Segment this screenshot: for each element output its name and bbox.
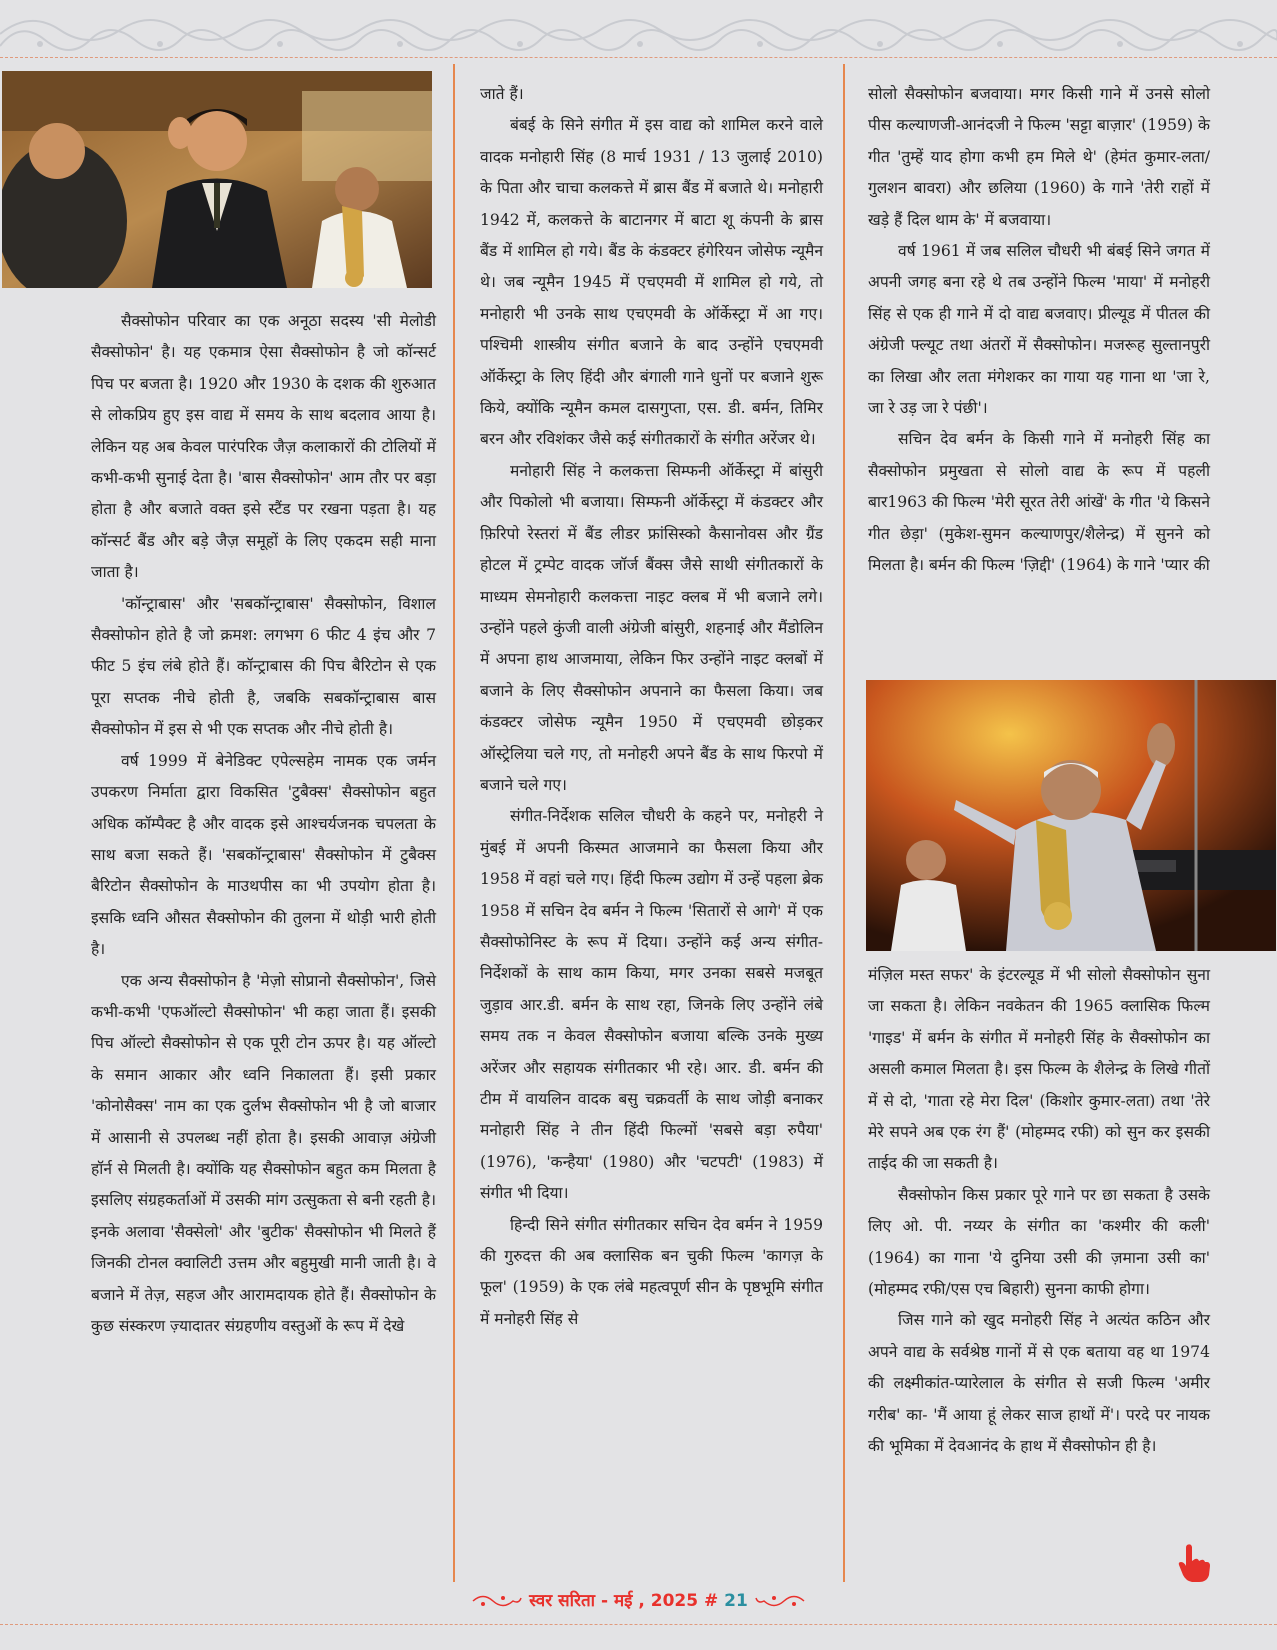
pointing-hand-icon xyxy=(1177,1543,1211,1583)
article-column-3-bottom xyxy=(868,960,1210,1463)
paragraph: सैक्सोफोन परिवार का एक अनूठा सदस्य 'सी मेलोडी सैक्सोफोन' है। यह एकमात्र ऐसा सैक्सोफोन है जो कॉन्सर्ट पिच पर बजता है। 1920 और 1930 के दशक की शुरुआत से लोकप्रिय हुए इस वाद्य में समय के साथ बदलाव आया है। लेकिन यह अब केवल पारंपरिक जैज़ कलाकारों की टोलियों में कभी-कभी सुनाई देता है। 'बास सैक्सोफोन' आम तौर पर बड़ा होता है और बजाते वक्त इसे स्टैंड पर रखना पड़ता है। यह कॉन्सर्ट बैंड और बड़े जैज़ समूहों के लिए एकदम सही माना जाता है। xyxy=(91,312,436,582)
paragraph: 'कॉन्ट्राबास' और 'सबकॉन्ट्राबास' सैक्सोफोन, विशाल सैक्सोफोन होते है जो क्रमश: लगभग 6 फीट 4 इंच और 7 फीट 5 इंच लंबे होते हैं। कॉन्ट्राबास की पिच बैरिटोन से एक पूरा सप्तक नीचे होती है, जबकि सबकॉन्ट्राबास बास सैक्सोफोन में इस से भी एक सप्तक और नीचे होती है। xyxy=(91,594,436,739)
floral-scroll-ornament-right xyxy=(754,1592,806,1610)
paragraph: वर्ष 1961 में जब सलिल चौधरी भी बंबई सिने जगत में अपनी जगह बना रहे थे तब उन्होंने फिल्म 'माया' में मनोहरी सिंह से एक ही गाने में दो वाद्य बजवाए। प्रील्यूड में पीतल की अंग्रेजी फ्ल्यूट तथा अंतरों में सैक्सोफोन। मजरूह सुल्तानपुरी का लिखा और लता मंगेशकर का गाया यह गाना था 'जा रे, जा रे उड़ जा रे पंछी'। xyxy=(868,242,1210,418)
paragraph: सचिन देव बर्मन के किसी गाने में मनोहरी सिंह का सैक्सोफोन प्रमुखता से सोलो वाद्य के रूप में पहली बार1963 की फिल्म 'मेरी सूरत तेरी आंखें' के गीत 'ये किसने गीत छेड़ा' (मुकेश-सुमन कल्याणपुर/शैलेन्द्र) में सुनने को मिलता है। बर्मन की फिल्म 'ज़िद्दी' (1964) के गाने 'प्यार की xyxy=(868,430,1210,575)
stage-performance-photo xyxy=(866,680,1276,951)
paragraph: एक अन्य सैक्सोफोन है 'मेज़ो सोप्रानो सैक्सोफोन', जिसे कभी-कभी 'एफऑल्टो सैक्सोफोन' भी कहा जाता हैं। इसकी पिच ऑल्टो सैक्सोफोन से एक पूरी टोन ऊपर है। यह ऑल्टो के समान आकार और ध्वनि निकालता हैं। इसी प्रकार 'कोनोसैक्स' नाम का एक दुर्लभ सैक्सोफोन भी है जो बाजार में आसानी से उपलब्ध नहीं होता है। इसकी आवाज़ अंग्रेजी हॉर्न से मिलती है। क्योंकि यह सैक्सोफोन बहुत कम मिलता है इसलिए संग्रहकर्ताओं में उसकी मांग उत्सुकता से बनी रहती है। इनके अलावा 'सैक्सेलो' और 'बुटीक' सैक्सोफोन भी मिलते हैं जिनकी टोनल क्वालिटी उत्तम और बहुमुखी मानी जाती है। वे बजाने में तेज़, सहज और आरामदायक होते हैं। सैक्सोफोन के कुछ संस्करण ज़्यादातर संग्रहणीय वस्तुओं के रूप में देखे xyxy=(91,971,436,1335)
paragraph: बंबई के सिने संगीत में इस वाद्य को शामिल करने वाले वादक मनोहारी सिंह (8 मार्च 1931 / 13 जुलाई 2010) के पिता और चाचा कलकत्ते में ब्रास बैंड में बजाते थे। मनोहारी 1942 में, कलकत्ते के बाटानगर में बाटा शू कंपनी के ब्रास बैंड में शामिल हो गये। बैंड के कंडक्टर हंगेरियन जोसेफ न्यूमैन थे। जब न्यूमैन 1945 में एचएमवी में शामिल हो गये, तो मनोहारी भी उनके साथ एचएमवी के ऑर्केस्ट्रा में आ गए। पश्चिमी शास्त्रीय संगीत बजाने के बाद उन्होंने एचएमवी ऑर्केस्ट्रा के लिए हिंदी और बंगाली गाने धुनों पर बजाने शुरू किये, क्योंकि न्यूमैन कमल दासगुप्ता, एस. डी. बर्मन, तिमिर बरन और रविशंकर जैसे कई संगीतकारों के संगीत अरेंजर थे। xyxy=(480,116,823,449)
issue-date: मई , 2025 # xyxy=(613,1591,725,1611)
column-divider xyxy=(843,64,845,1582)
magazine-title: स्वर सरिता xyxy=(529,1591,596,1611)
top-dashed-rule xyxy=(0,57,1277,58)
paragraph: वर्ष 1999 में बेनेडिक्ट एपेल्सहेम नामक एक जर्मन उपकरण निर्माता द्वारा विकसित 'टुबैक्स' सैक्सोफोन बहुत अधिक कॉम्पैक्ट है और वादक इसे आश्चर्यजनक चपलता के साथ बजा सकते हैं। 'सबकॉन्ट्राबास' सैक्सोफोन में टुबैक्स बैरिटोन सैक्सोफोन के माउथपीस का भी उपयोग होता है। इसकि ध्वनि औसत सैक्सोफोन की तुलना में थोड़ी भारी होती है। xyxy=(91,751,436,959)
paragraph-continued: मंज़िल मस्त सफर' के इंटरल्यूड में भी सोलो सैक्सोफोन सुना जा सकता है। लेकिन नवकेतन की 1965 क्लासिक फिल्म 'गाइड' में बर्मन के संगीत में मनोहरी सिंह के सैक्सोफोन का असली कमाल मिलता है। इस फिल्म के शैलेन्द्र के लिखे गीतों में से दो, 'गाता रहे मेरा दिल' (किशोर कुमार-लता) तथा 'तेरे मेरे सपने अब एक रंग हैं' (मोहम्मद रफी) को सुन कर इसकी ताईद की जा सकती है। xyxy=(868,966,1210,1173)
paragraph: सैक्सोफोन किस प्रकार पूरे गाने पर छा सकता है उसके लिए ओ. पी. नय्यर के संगीत का 'कश्मीर की कली' (1964) का गाना 'ये दुनिया उसी की ज़माना उसी का' (मोहम्मद रफी/एस एच बिहारी) सुनना काफी होगा। xyxy=(868,1185,1210,1299)
paragraph: जिस गाने को खुद मनोहरी सिंह ने अत्यंत कठिन और अपने वाद्य के सर्वश्रेष्ठ गानों में से एक बताया वह था 1974 की लक्ष्मीकांत-प्यारेलाल के संगीत से सजी फिल्म 'अमीर गरीब' का- 'मैं आया हूं लेकर साज हाथों में'। परदे पर नायक की भूमिका में देवआनंद के हाथ में सैक्सोफोन ही है। xyxy=(868,1311,1210,1456)
paragraph-continued: सोलो सैक्सोफोन बजवाया। मगर किसी गाने में उनसे सोलो पीस कल्याणजी-आनंदजी ने फिल्म 'सट्टा बाज़ार' (1959) के गीत 'तुम्हें याद होगा कभी हम मिले थे' (हेमंत कुमार-लता/गुलशन बावरा) और छलिया (1960) के गाने 'तेरी राहों में खड़े हैं दिल थाम के' में बजवाया। xyxy=(868,85,1210,229)
film-still-photo xyxy=(2,71,432,288)
floral-scroll-ornament-left xyxy=(471,1592,523,1610)
column-divider xyxy=(453,64,455,1582)
footer-separator: - xyxy=(595,1591,614,1611)
paragraph: संगीत-निर्देशक सलिल चौधरी के कहने पर, मनोहरी ने मुंबई में अपनी किस्मत आजमाने का फैसला किया और 1958 में वहां चले गए। हिंदी फिल्म उद्योग में उन्हें पहला ब्रेक 1958 में सचिन देव बर्मन ने फिल्म 'सितारों से आगे' में एक सैक्सोफोनिस्ट के रूप में दिया। उन्होंने कई अन्य संगीत-निर्देशकों के साथ काम किया, मगर उनका सबसे मजबूत जुड़ाव आर.डी. बर्मन के साथ रहा, जिनके लिए उन्होंने लंबे समय तक न केवल सैक्सोफोन बजाया बल्कि उनके मुख्य अरेंजर और सहायक संगीतकार भी रहे। आर. डी. बर्मन की टीम में वायलिन वादक बसु चक्रवर्ती के साथ जोड़ी बनाकर मनोहारी सिंह ने तीन हिंदी फिल्मों 'सबसे बड़ा रुपैया' (1976), 'कन्हैया' (1980) और 'चटपटी' (1983) में संगीत भी दिया। xyxy=(480,807,823,1203)
page-footer xyxy=(0,1588,1277,1618)
article-column-3-top xyxy=(868,79,1210,582)
top-floral-border xyxy=(0,0,1277,62)
paragraph: मनोहारी सिंह ने कलकत्ता सिम्फनी ऑर्केस्ट्रा में बांसुरी और पिकोलो भी बजाया। सिम्फनी ऑर्केस्ट्रा में कंडक्टर और फ़िरिपो रेस्तरां में बैंड लीडर फ्रांसिस्को कैसानोवस और ग्रैंड होटल में ट्रम्पेट वादक जॉर्ज बैंक्स जैसे साथी संगीतकारों के माध्यम सेमनोहारी कलकत्ता नाइट क्लब में भी बजाने लगे। उन्होंने पहले कुंजी वाली अंग्रेजी बांसुरी, शहनाई और मैंडोलिन में अपना हाथ आजमाया, लेकिन फिर उन्होंने नाइट क्लबों में बजाने के लिए सैक्सोफोन अपनाने का फैसला किया। जब कंडक्टर जोसेफ न्यूमैन 1950 में एचएमवी छोड़कर ऑस्ट्रेलिया चले गए, तो मनोहरी अपने बैंड के साथ फिरपो में बजाने चले गए। xyxy=(480,461,823,794)
paragraph: हिन्दी सिने संगीत संगीतकार सचिन देव बर्मन ने 1959 की गुरुदत्त की अब क्लासिक बन चुकी फिल्म 'कागज़ के फूल' (1959) के एक लंबे महत्वपूर्ण सीन के पृष्ठभूमि संगीत में मनोहरी सिंह से xyxy=(480,1215,823,1328)
footer-dashed-rule xyxy=(0,1624,1277,1625)
page-number: 21 xyxy=(724,1591,748,1611)
article-column-2 xyxy=(480,79,823,1335)
article-column-1 xyxy=(91,306,436,1342)
paragraph-continued: जाते हैं। xyxy=(480,85,524,103)
